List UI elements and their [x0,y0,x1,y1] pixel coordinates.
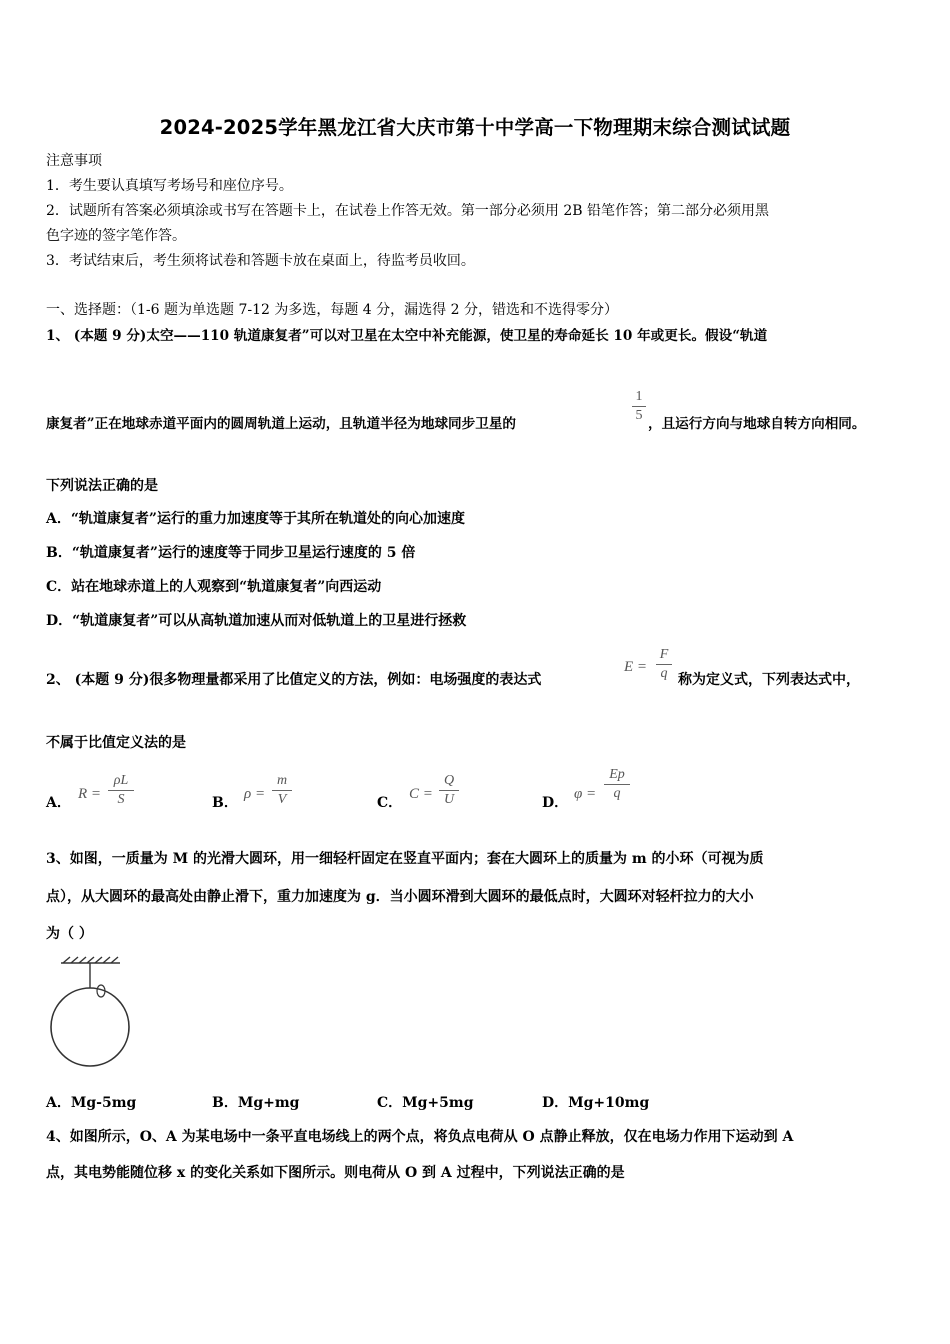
q3-line-2: 点），从大圆环的最高处由静止滑下，重力加速度为 g．当小圆环滑到大圆环的最低点时，大圆环对轻杆拉力的大小 [46,889,754,905]
q2-option-a-label: A． [46,795,71,811]
q3-option-c: C．Mg+5mg [377,1095,474,1111]
q1-line-2b: ，且运行方向与地球自转方向相同。 [648,416,866,432]
q2-option-c-label: C． [377,795,403,811]
ceiling-hatch [61,957,120,963]
fraction-bar [439,790,459,791]
q1-prompt: 下列说法正确的是 [46,478,158,494]
notice-item-2: 2．试题所有答案必须填涂或书写在答题卡上，在试卷上作答无效。第一部分必须用 2B 铅笔作答；第二部分必须用黑 [46,203,769,219]
q2-line-1a: 2、 (本题 9 分)很多物理量都采用了比值定义的方法，例如：电场强度的表达式 [46,672,542,688]
q2-eq-lhs: E = [624,659,648,675]
q2-eq-fraction [656,647,672,682]
q1-option-a: A．“轨道康复者”运行的重力加速度等于其所在轨道处的向心加速度 [46,511,465,527]
q2-option-d-denominator: q [613,786,621,801]
q2-eq-denominator: q [660,666,668,681]
q4-line-1: 4、如图所示，O、A 为某电场中一条平直电场线上的两个点，将负点电荷从 O 点静止释放，仅在电场力作用下运动到 A [46,1129,794,1145]
fraction-bar [108,790,134,791]
q2-option-b-numerator: m [276,773,288,788]
notice-item-3: 3．考试结束后，考生须将试卷和答题卡放在桌面上，待监考员收回。 [46,253,475,269]
page-title: 2024-2025学年黑龙江省大庆市第十中学高一下物理期末综合测试试题 [159,116,791,139]
q2-option-b-denominator: V [277,792,287,807]
q2-option-d-numerator: Ep [609,767,625,782]
q2-option-a-denominator: S [117,792,125,807]
q2-option-b-lhs: ρ = [244,786,266,802]
notice-item-1: 1．考生要认真填写考场号和座位序号。 [46,178,293,194]
fraction-bar [272,790,292,791]
q3-line-1: 3、如图，一质量为 M 的光滑大圆环，用一细轻杆固定在竖直平面内；套在大圆环上的质量为 m 的小环（可视为质 [46,851,764,867]
large-ring [51,988,129,1066]
q3-option-d: D．Mg+10mg [542,1095,650,1111]
q1-option-b: B．“轨道康复者”运行的速度等于同步卫星运行速度的 5 倍 [46,545,416,561]
q3-option-b: B．Mg+mg [212,1095,300,1111]
fraction-bar [632,406,646,407]
section-heading: 一、选择题：（1-6 题为单选题 7-12 为多选，每题 4 分，漏选得 2 分，错选和不选得零分） [46,302,618,318]
q3-line-3: 为（ ） [46,926,93,942]
q2-option-b-fraction [272,773,292,808]
ring-diagram [44,955,134,1073]
q1-option-d: D．“轨道康复者”可以从高轨道加速从而对低轨道上的卫星进行拯救 [46,613,467,629]
q1-fraction-numerator: 1 [635,389,643,404]
fraction-bar [604,784,630,785]
q2-prompt: 不属于比值定义法的是 [46,735,186,751]
q2-line-1b: 称为定义式，下列表达式中， [678,672,860,688]
q2-option-c-lhs: C = [409,786,433,802]
q2-option-c-denominator: U [443,792,455,807]
notice-heading: 注意事项 [46,153,102,169]
q2-option-b-label: B． [212,795,238,811]
q1-line-2a: 康复者”正在地球赤道平面内的圆周轨道上运动，且轨道半径为地球同步卫星的 [46,416,517,432]
q2-option-d-lhs: φ = [574,786,597,802]
q2-option-d-label: D． [542,795,569,811]
q2-option-c-numerator: Q [443,773,455,788]
q1-fraction [632,389,646,424]
fraction-bar [656,664,672,665]
q2-option-c-fraction [439,773,459,808]
q1-line-1: 1、 (本题 9 分)太空——110 轨道康复者”可以对卫星在太空中补充能源，使卫星的寿命延长 10 年或更长。假设“轨道 [46,328,768,344]
q2-option-a-lhs: R = [78,786,102,802]
q1-option-c: C．站在地球赤道上的人观察到“轨道康复者”向西运动 [46,579,382,595]
q2-option-d-fraction [604,767,630,802]
q1-fraction-denominator: 5 [635,408,643,423]
q2-option-a-numerator: ρL [113,773,129,788]
q3-option-a: A．Mg-5mg [46,1095,137,1111]
notice-item-2-cont: 色字迹的签字笔作答。 [46,228,186,244]
q4-line-2: 点，其电势能随位移 x 的变化关系如下图所示。则电荷从 O 到 A 过程中，下列说法正确的是 [46,1165,625,1181]
q2-option-a-fraction [108,773,134,808]
q2-eq-numerator: F [659,647,669,662]
